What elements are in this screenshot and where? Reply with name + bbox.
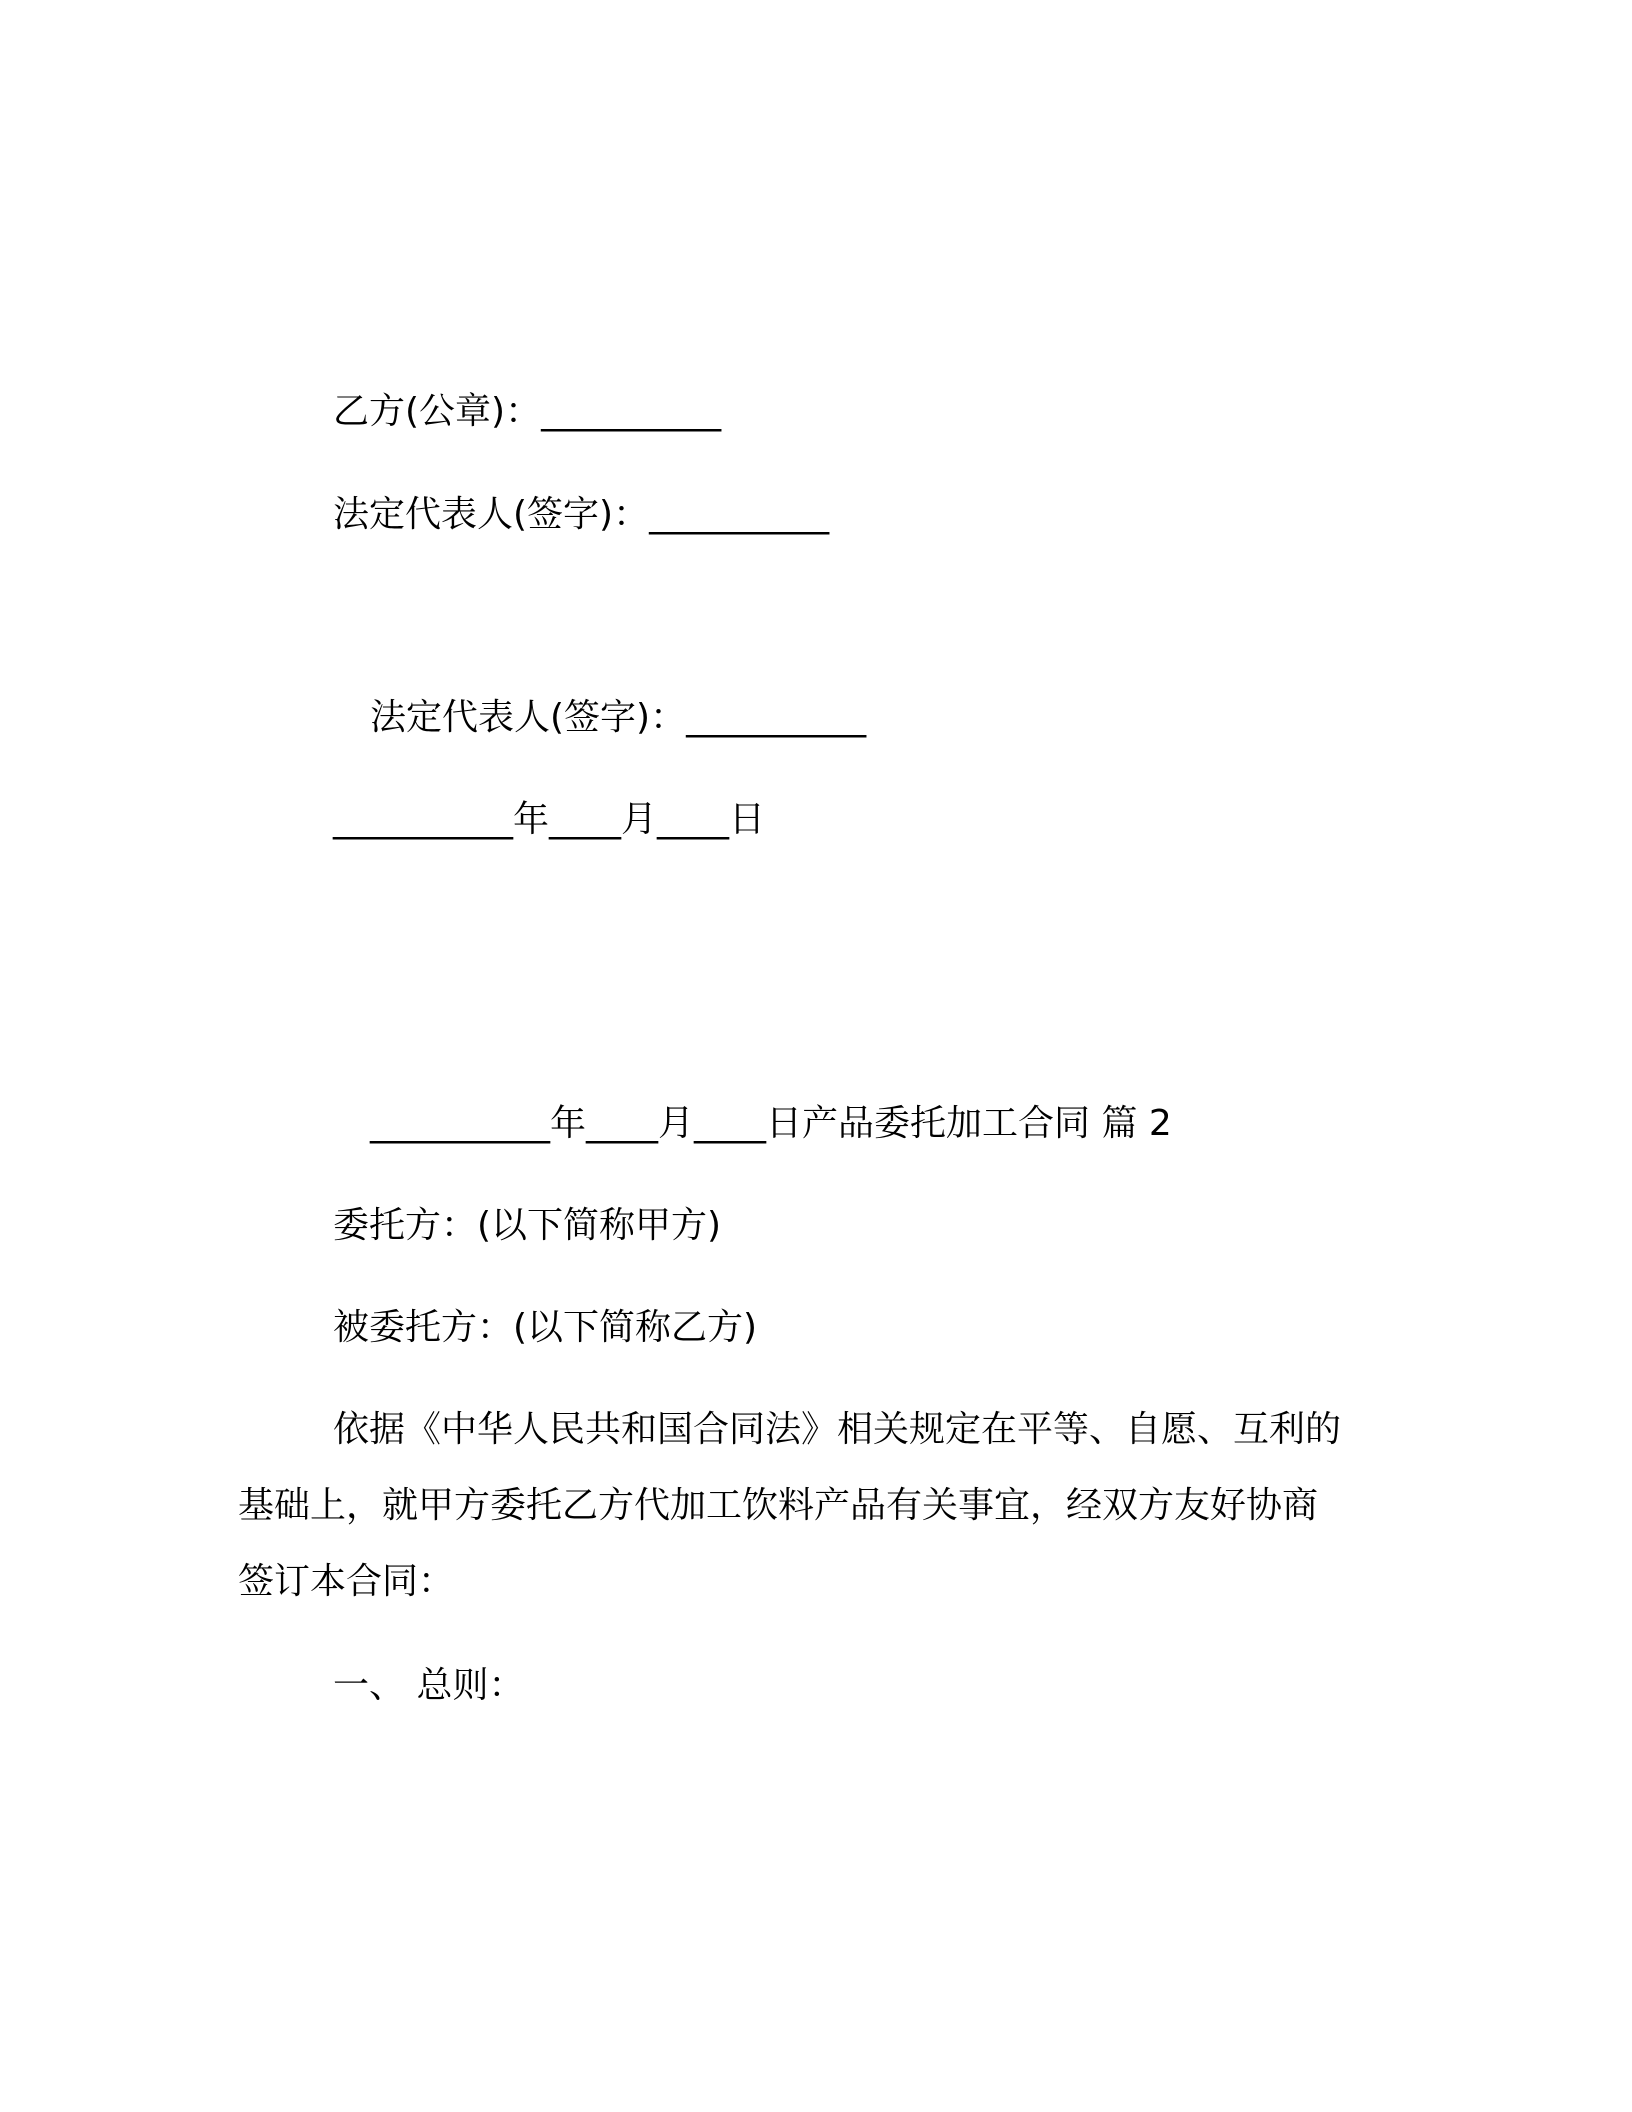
contract-title: __________年____月____日产品委托加工合同 篇 2 [370, 1103, 1172, 1144]
legal-rep-signature-line-1: 法定代表人(签字)：__________ [333, 494, 830, 535]
contractor-party-line: 被委托方：(以下简称乙方) [333, 1307, 758, 1348]
party-b-seal-line: 乙方(公章)：__________ [333, 391, 722, 432]
preamble-line-2: 基础上，就甲方委托乙方代加工饮料产品有关事宜，经双方友好协商 [238, 1485, 1319, 1526]
preamble-line-3: 签订本合同： [238, 1561, 455, 1602]
section-1-heading: 一、 总则： [333, 1665, 525, 1706]
signature-date-line: __________年____月____日 [333, 799, 765, 840]
client-party-line: 委托方：(以下简称甲方) [333, 1205, 722, 1246]
preamble-line-1: 依据《中华人民共和国合同法》相关规定在平等、自愿、互利的 [333, 1409, 1342, 1450]
legal-rep-signature-line-2: 法定代表人(签字)：__________ [370, 697, 867, 738]
